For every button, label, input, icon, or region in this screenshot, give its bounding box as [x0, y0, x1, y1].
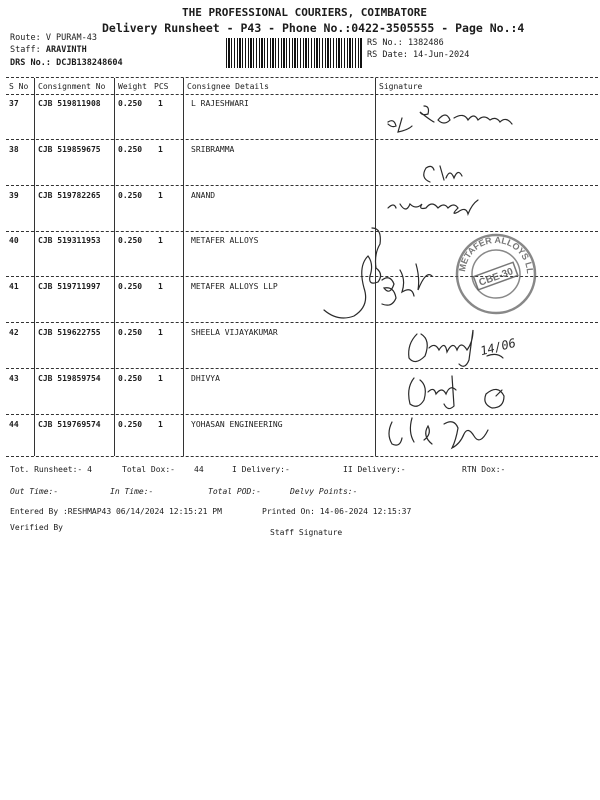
- svg-text:CBE-30: CBE-30: [477, 266, 515, 289]
- i-delivery: I Delivery:-: [232, 465, 290, 474]
- route-label: Route: V PURAM-43: [10, 33, 97, 43]
- row-consignment-no: CJB 519859754: [38, 373, 101, 383]
- row-weight: 0.250: [118, 282, 143, 292]
- staff-name: ARAVINTH: [45, 45, 87, 55]
- row-sno: 38: [9, 144, 19, 154]
- row-pcs: 1: [158, 99, 163, 108]
- entered-by: Entered By :RESHMAP43 06/14/2024 12:15:21 PM: [10, 507, 222, 516]
- row-sno: 43: [9, 373, 19, 383]
- row-consignee: SRIBRAMMA: [191, 144, 235, 154]
- col-header-weight: Weight: [118, 82, 147, 91]
- ii-delivery: II Delivery:-: [343, 465, 406, 474]
- staff-line: [10, 45, 87, 55]
- row-weight: 0.250: [118, 99, 143, 108]
- signature-row-40-41: [320, 220, 460, 330]
- delvy-points: Delvy Points:-: [290, 487, 358, 496]
- row-sno: 40: [9, 236, 19, 246]
- signature-row-43: [400, 368, 540, 418]
- row-weight: 0.250: [118, 328, 143, 337]
- col-divider: [114, 78, 115, 456]
- tot-runsheet: Tot. Runsheet:- 4: [10, 465, 92, 474]
- col-header-consignment: Consignment No: [38, 82, 106, 91]
- row-pcs: 1: [158, 236, 163, 246]
- row-consignment-no: CJB 519769574: [38, 419, 101, 429]
- rs-number: RS No.: 1382486: [367, 38, 444, 48]
- row-weight: 0.250: [118, 419, 143, 429]
- row-weight: 0.250: [118, 190, 143, 200]
- row-pcs: 1: [158, 190, 163, 200]
- row-sno: 44: [9, 419, 19, 429]
- col-header-sno: S No: [9, 82, 29, 91]
- verified-by: Verified By: [10, 523, 63, 532]
- printed-on: Printed On: 14-06-2024 12:15:37: [262, 507, 412, 516]
- row-separator: [6, 231, 598, 232]
- row-consignee: ANAND: [191, 190, 216, 200]
- staff-label: Staff:: [10, 45, 41, 55]
- row-weight: 0.250: [118, 236, 143, 246]
- row-consignment-no: CJB 519859675: [38, 144, 101, 154]
- row-weight: 0.250: [118, 373, 143, 383]
- row-sno: 37: [9, 99, 19, 108]
- out-time: Out Time:-: [10, 487, 59, 496]
- rtn-dox: RTN Dox:-: [462, 465, 506, 474]
- row-sno: 39: [9, 190, 19, 200]
- table-header-rule: [6, 94, 598, 95]
- row-pcs: 1: [158, 328, 163, 337]
- drs-label: DRS No.:: [10, 58, 51, 68]
- col-divider: [183, 78, 184, 456]
- row-consignment-no: CJB 519782265: [38, 190, 101, 200]
- table-bottom-rule: [6, 456, 598, 457]
- signature-row-38: [412, 152, 472, 192]
- row-sno: 41: [9, 282, 19, 292]
- row-consignment-no: CJB 519622755: [38, 328, 101, 337]
- row-weight: 0.250: [118, 144, 143, 154]
- in-time: In Time:-: [110, 487, 154, 496]
- svg-text:METAFER ALLOYS LLP: METAFER ALLOYS LLP: [451, 225, 536, 275]
- row-separator: [6, 185, 598, 186]
- table-top-rule: [6, 77, 598, 78]
- company-stamp-icon: [451, 225, 537, 315]
- row-pcs: 1: [158, 419, 163, 429]
- col-divider: [34, 78, 35, 456]
- company-title: THE PROFESSIONAL COURIERS, COIMBATORE: [182, 6, 428, 19]
- total-pod: Total POD:-: [208, 487, 261, 496]
- row-pcs: 1: [158, 282, 163, 292]
- row-consignee: DHIVYA: [191, 373, 220, 383]
- total-dox-value: 44: [194, 465, 204, 474]
- row-consignment-no: CJB 519811908: [38, 99, 101, 108]
- row-pcs: 1: [158, 144, 163, 154]
- row-pcs: 1: [158, 373, 163, 383]
- row-consignee: YOHASAN ENGINEERING: [191, 419, 283, 429]
- col-header-consignee: Consignee Details: [187, 82, 269, 91]
- signature-row-44: [384, 412, 524, 456]
- staff-signature-label: Staff Signature: [270, 528, 343, 537]
- row-consignee: L RAJESHWARI: [191, 99, 249, 108]
- signature-row-37: [380, 100, 540, 140]
- col-header-signature: Signature: [379, 82, 423, 91]
- total-dox-label: Total Dox:-: [122, 465, 175, 474]
- runsheet-subtitle: Delivery Runsheet - P43 - Phone No.:0422-3505555 - Page No.:4: [102, 21, 525, 35]
- barcode-graphic: [226, 38, 362, 68]
- row-consignment-no: CJB 519311953: [38, 236, 101, 246]
- drs-number: DCJB138248604: [56, 58, 123, 68]
- row-consignee: SHEELA VIJAYAKUMAR: [191, 328, 278, 337]
- rs-date: RS Date: 14-Jun-2024: [367, 50, 470, 60]
- drs-line: [10, 58, 123, 68]
- row-consignee: METAFER ALLOYS LLP: [191, 282, 278, 292]
- row-consignment-no: CJB 519711997: [38, 282, 101, 292]
- col-header-pcs: PCS: [154, 82, 169, 91]
- row-sno: 42: [9, 328, 19, 337]
- row-consignee: METAFER ALLOYS: [191, 236, 259, 246]
- handwritten-date: 14/06: [478, 335, 518, 359]
